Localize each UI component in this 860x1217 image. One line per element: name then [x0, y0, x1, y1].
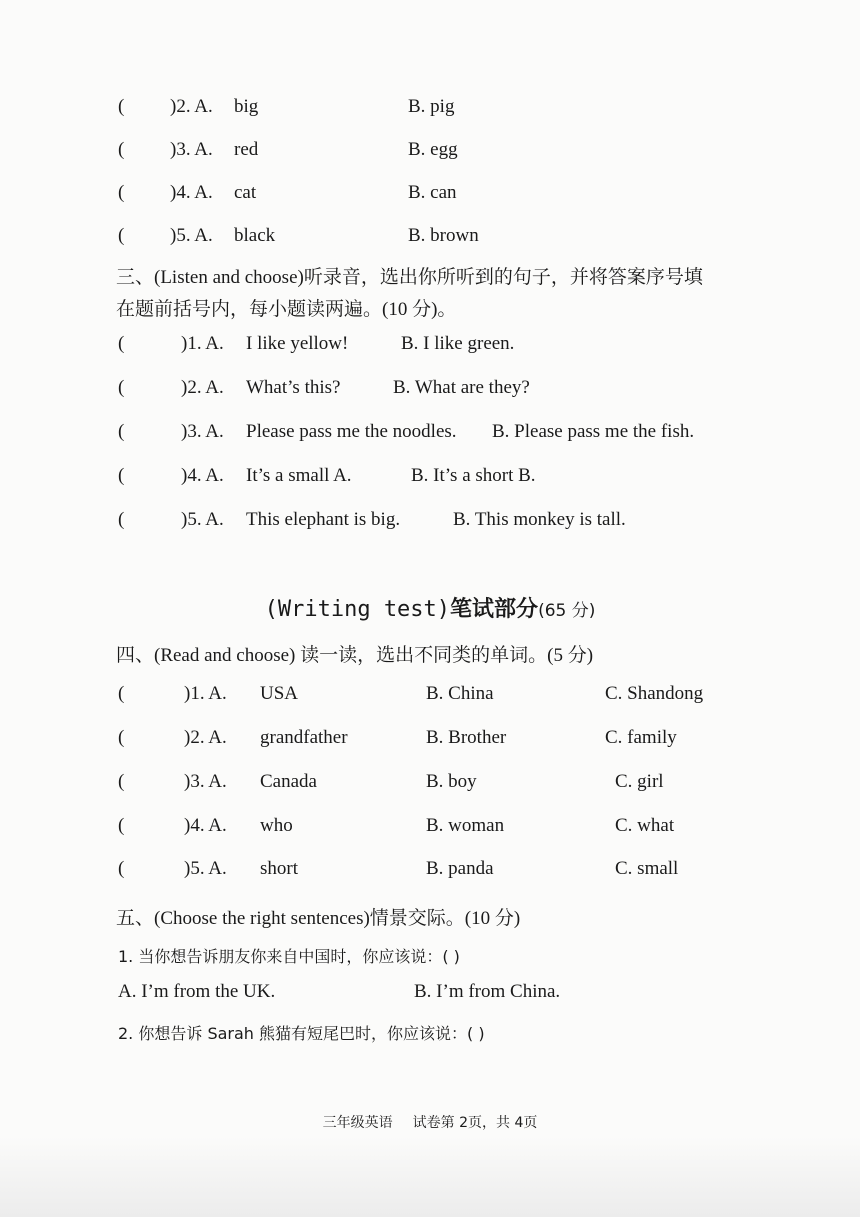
page-footer: 三年级英语 试卷第 2页，共 4页	[322, 1115, 538, 1131]
section5-heading: 五、(Choose the right sentences)情景交际。(10 分)	[116, 908, 521, 929]
section3-heading-line1: 三、(Listen and choose)听录音，选出你所听到的句子，并将答案序号填	[116, 267, 703, 288]
page-shadow	[0, 1137, 860, 1217]
section4-heading: 四、(Read and choose) 读一读，选出不同类的单词。(5 分)	[116, 645, 594, 666]
s5-question-2: 2. 你想告诉 Sarah 熊猫有短尾巴时，你应该说：( )	[118, 1024, 485, 1043]
paren: (	[118, 96, 125, 117]
section3-heading-line2: 在题前括号内，每小题读两遍。(10 分)。	[116, 299, 457, 320]
s5-question-1: 1. 当你想告诉朋友你来自中国时，你应该说：( )	[118, 947, 460, 966]
writing-test-title: (Writing test)笔试部分(65 分)	[264, 597, 596, 622]
exam-page: ( )2. A. big B. pig ( )3. A. red B. egg ( )4. A. cat B. can ( )5. A. black B. brown 三、(Listen and choose)听录音，选出你所听到的句子，并将答案序号填 在题前括号内，每小题读两遍。(10 分)。 ( )1. A. I like yellow! B. I like green. ( )2. A. What’s this? B. What are they? ( )3. A. Please pass me the noodles. B. Please pass me the fish. ( )4. A. It’s a small A. B. It’s a short B. ( )5. A. This elephant is big. B. This monkey is tall. (Writing test)笔试部分(65 分) 四、(Read and choose) 读一读，选出不同类的单词。(5 分) ( )1. A. USA B. China C. Shandong ( )2. A. grandfather B. Brother C. family ( )3. A. Canada B. boy C. girl ( )4. A. who B. woman C. what ( )5. A. short B. panda C. small 五、(Choose the right sentences)情景交际。(10 分) 1. 当你想告诉朋友你来自中国时，你应该说：( ) A. I’m from the UK. B. I’m from China. 2. 你想告诉 Sarah 熊猫有短尾巴时，你应该说：( ) 三年级英语 试卷第 2页，共 4页	[0, 0, 860, 1217]
